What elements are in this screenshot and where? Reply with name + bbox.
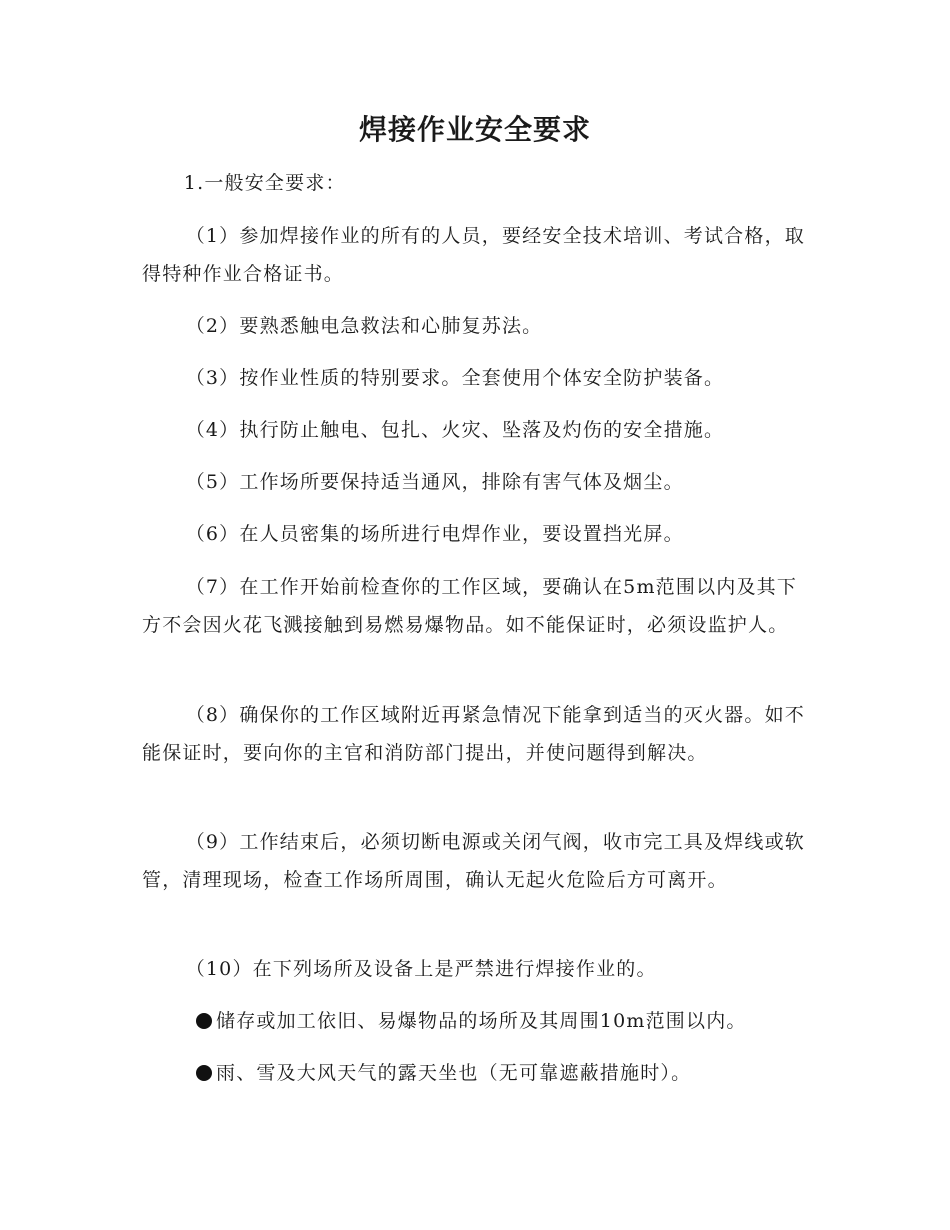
bullet-item-text: 雨、雪及大风天气的露天坐也（无可靠遮蔽措施时）。 xyxy=(216,1062,692,1084)
document-title: 焊接作业安全要求 xyxy=(358,113,591,146)
paragraph-item-5: （5）工作场所要保持适当通风，排除有害气体及烟尘。 xyxy=(185,471,684,493)
section-heading-general: 1.一般安全要求： xyxy=(183,172,346,194)
bullet-item-2 xyxy=(196,1054,691,1092)
paragraph-item-2: （2）要熟悉触电急救法和心肺复苏法。 xyxy=(185,315,543,337)
paragraph-item-8: （8）确保你的工作区域附近再紧急情况下能拿到适当的灭火器。如不能保证时，要向你的主官和消防部门提出，并使问题得到解决。 xyxy=(142,704,805,764)
paragraph-item-1: （1）参加焊接作业的所有的人员，要经安全技术培训、考试合格，取得特种作业合格证书。 xyxy=(142,225,805,285)
paragraph-item-7: （7）在工作开始前检查你的工作区域，要确认在5m范围以内及其下方不会因火花飞溅接触到易燃易爆物品。如不能保证时，必须设监护人。 xyxy=(142,576,798,636)
paragraph-item-3: （3）按作业性质的特别要求。全套使用个体安全防护装备。 xyxy=(185,367,725,389)
bullet-dot-icon xyxy=(196,1065,212,1081)
paragraph-item-4: （4）执行防止触电、包扎、火灾、坠落及灼伤的安全措施。 xyxy=(185,419,725,441)
bullet-item-1 xyxy=(196,1002,747,1040)
paragraph-item-6: （6）在人员密集的场所进行电焊作业，要设置挡光屏。 xyxy=(185,523,684,545)
bullet-dot-icon xyxy=(196,1013,212,1029)
paragraph-item-9: （9）工作结束后，必须切断电源或关闭气阀，收市完工具及焊线或软管，清理现场，检查工作场所周围，确认无起火危险后方可离开。 xyxy=(142,831,805,891)
paragraph-item-10: （10）在下列场所及设备上是严禁进行焊接作业的。 xyxy=(185,958,657,980)
bullet-item-text: 储存或加工依旧、易爆物品的场所及其周围10m范围以内。 xyxy=(216,1010,747,1032)
